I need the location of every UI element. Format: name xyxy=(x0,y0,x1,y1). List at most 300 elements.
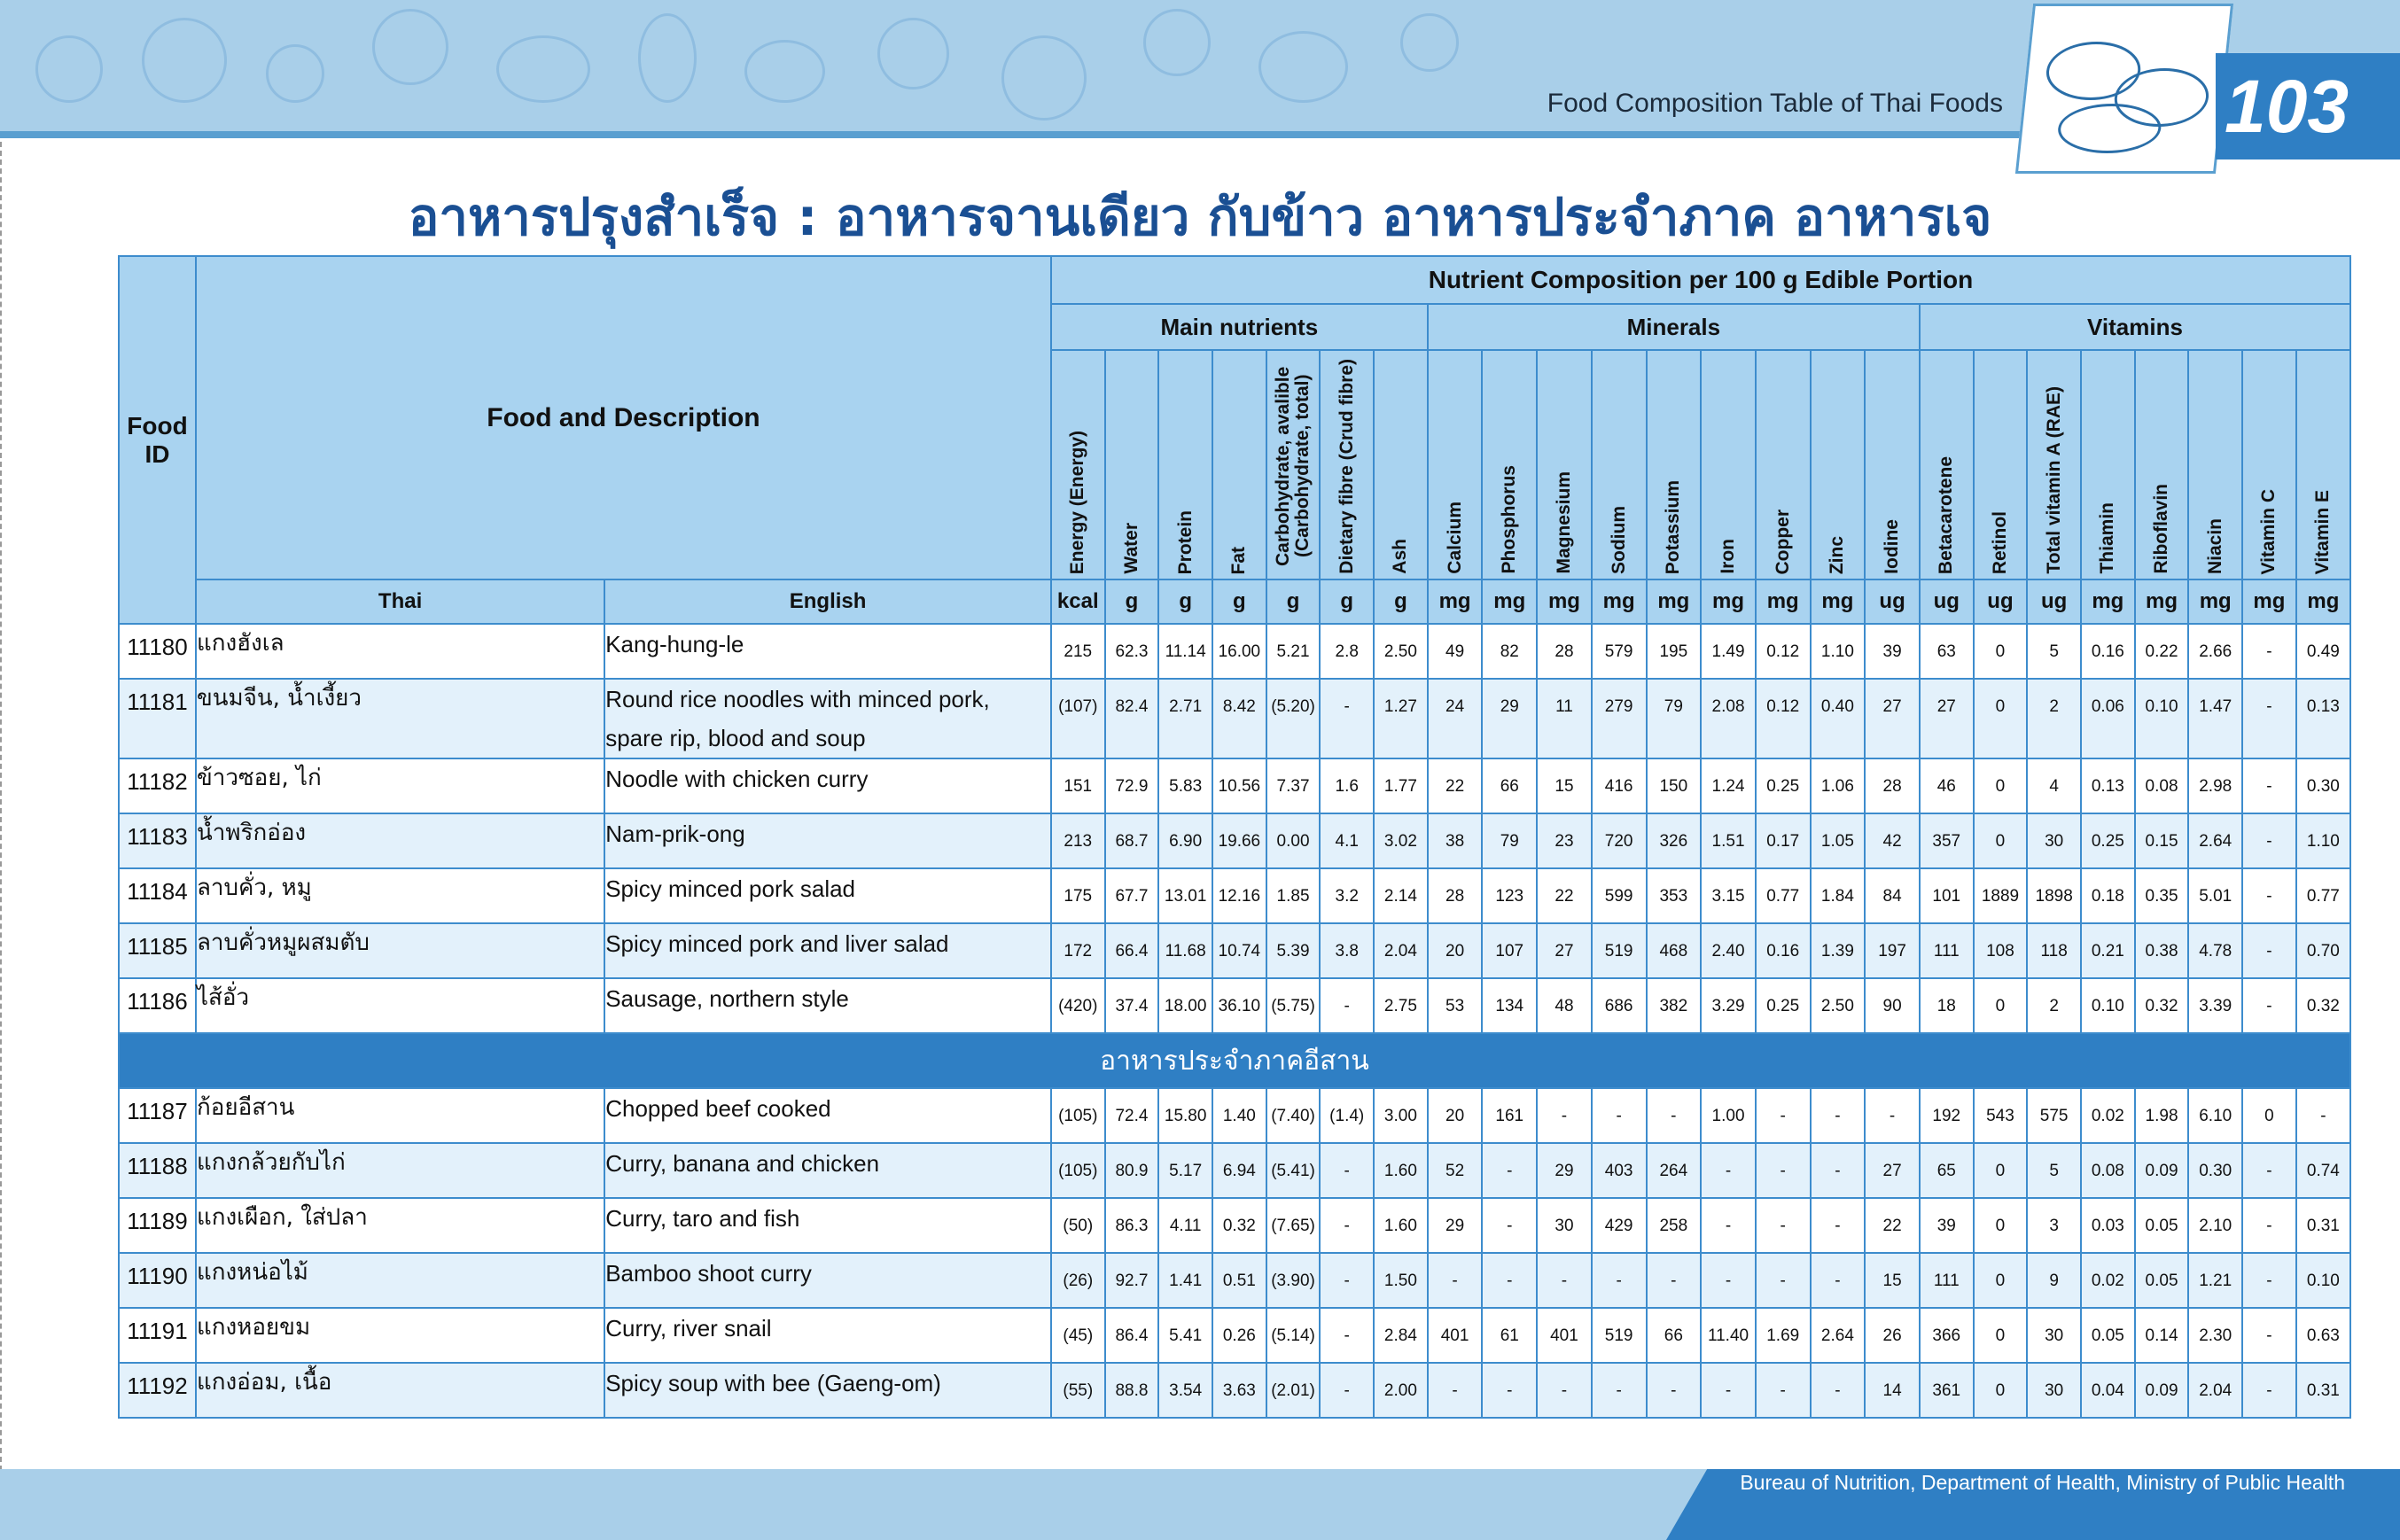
food-id-cell: 11183 xyxy=(119,813,196,868)
nutrient-value-cell: 599 xyxy=(1592,868,1647,923)
nutrient-value-cell: 353 xyxy=(1647,868,1702,923)
nutrient-value-cell: 18 xyxy=(1920,978,1974,1033)
nutrient-value-cell: 401 xyxy=(1428,1308,1483,1363)
nutrient-value-cell: 1.00 xyxy=(1701,1088,1756,1143)
thai-name-cell: แกงหอยขม xyxy=(196,1308,604,1363)
doodle-garlic-icon xyxy=(1143,9,1211,76)
nutrient-value-cell: 123 xyxy=(1482,868,1537,923)
nutrient-value-cell: 111 xyxy=(1920,923,1974,978)
nutrient-value-cell: 416 xyxy=(1592,758,1647,813)
nutrient-value-cell: 403 xyxy=(1592,1143,1647,1198)
nutrient-value-cell: - xyxy=(1865,1088,1920,1143)
nutrient-value-cell: 1.60 xyxy=(1374,1198,1428,1253)
nutrient-value-cell: 0.32 xyxy=(1212,1198,1266,1253)
english-name-cell: Spicy soup with bee (Gaeng-om) xyxy=(604,1363,1051,1418)
nutrient-value-cell: 46 xyxy=(1920,758,1974,813)
nutrient-value-cell: 22 xyxy=(1428,758,1483,813)
nutrient-value-cell: 66 xyxy=(1482,758,1537,813)
nutrient-value-cell: 150 xyxy=(1647,758,1702,813)
nutrient-value-cell: - xyxy=(1320,679,1374,758)
nutrient-value-cell: - xyxy=(1592,1088,1647,1143)
nutrient-value-cell: 366 xyxy=(1920,1308,1974,1363)
vitamins-header: Vitamins xyxy=(1920,304,2350,350)
nutrient-value-cell: 172 xyxy=(1051,923,1105,978)
nutrient-value-cell: 264 xyxy=(1647,1143,1702,1198)
nutrient-value-cell: 0.30 xyxy=(2296,758,2350,813)
nutrient-value-cell: 11.40 xyxy=(1701,1308,1756,1363)
food-id-cell: 11187 xyxy=(119,1088,196,1143)
nutrient-value-cell: 2 xyxy=(2027,679,2081,758)
nutrient-value-cell: (45) xyxy=(1051,1308,1105,1363)
thai-name-cell: แกงเผือก, ใส่ปลา xyxy=(196,1198,604,1253)
nutrient-value-cell: 39 xyxy=(1920,1198,1974,1253)
nutrient-value-cell: 2.50 xyxy=(1374,624,1428,679)
nutrient-header: Iron xyxy=(1701,350,1756,579)
nutrient-value-cell: 0.49 xyxy=(2296,624,2350,679)
nutrient-value-cell: 28 xyxy=(1865,758,1920,813)
nutrient-value-cell: 1898 xyxy=(2027,868,2081,923)
nutrient-value-cell: 5 xyxy=(2027,624,2081,679)
nutrient-value-cell: 13.01 xyxy=(1158,868,1212,923)
nutrient-value-cell: 82.4 xyxy=(1105,679,1159,758)
nutrient-value-cell: 38 xyxy=(1428,813,1483,868)
food-id-cell: 11184 xyxy=(119,868,196,923)
english-name-cell: Bamboo shoot curry xyxy=(604,1253,1051,1308)
unit-cell: mg xyxy=(1756,579,1811,624)
nutrient-value-cell: - xyxy=(2242,679,2296,758)
nutrient-value-cell: 0.17 xyxy=(1756,813,1811,868)
nutrient-value-cell: 92.7 xyxy=(1105,1253,1159,1308)
nutrient-value-cell: 2.75 xyxy=(1374,978,1428,1033)
nutrient-value-cell: 29 xyxy=(1537,1143,1592,1198)
nutrient-value-cell: 29 xyxy=(1428,1198,1483,1253)
unit-cell: mg xyxy=(1647,579,1702,624)
minerals-header: Minerals xyxy=(1428,304,1920,350)
nutrient-value-cell: 4.78 xyxy=(2188,923,2242,978)
unit-cell: g xyxy=(1266,579,1321,624)
nutrient-value-cell: 29 xyxy=(1482,679,1537,758)
table-row xyxy=(119,1088,2350,1143)
table-row xyxy=(119,1143,2350,1198)
nutrient-value-cell: 0.18 xyxy=(2081,868,2135,923)
nutrient-value-cell: 0.06 xyxy=(2081,679,2135,758)
table-row xyxy=(119,868,2350,923)
doodle-onion-icon xyxy=(1001,35,1087,121)
unit-cell: g xyxy=(1212,579,1266,624)
nutrient-value-cell: 0 xyxy=(1974,1363,2028,1418)
nutrient-value-cell: 3.15 xyxy=(1701,868,1756,923)
nutrient-value-cell: 0.31 xyxy=(2296,1198,2350,1253)
nutrient-value-cell: 5.01 xyxy=(2188,868,2242,923)
nutrient-value-cell: 0.08 xyxy=(2081,1143,2135,1198)
nutrient-value-cell: 84 xyxy=(1865,868,1920,923)
nutrient-value-cell: 0.10 xyxy=(2081,978,2135,1033)
nutrient-value-cell: 0.12 xyxy=(1756,679,1811,758)
nutrient-value-cell: 0.10 xyxy=(2296,1253,2350,1308)
nutrient-value-cell: - xyxy=(1537,1088,1592,1143)
unit-cell: mg xyxy=(2242,579,2296,624)
nutrient-value-cell: 0 xyxy=(2242,1088,2296,1143)
nutrient-value-cell: - xyxy=(1592,1363,1647,1418)
nutrient-value-cell: 0.00 xyxy=(1266,813,1321,868)
nutrient-value-cell: 0.30 xyxy=(2188,1143,2242,1198)
nutrient-value-cell: - xyxy=(2242,624,2296,679)
unit-cell: g xyxy=(1105,579,1159,624)
nutrient-value-cell: 6.90 xyxy=(1158,813,1212,868)
unit-cell: ug xyxy=(1974,579,2028,624)
nutrient-value-cell: 720 xyxy=(1592,813,1647,868)
nutrient-header: Fat xyxy=(1212,350,1266,579)
english-name-cell: Chopped beef cooked xyxy=(604,1088,1051,1143)
nutrient-value-cell: 20 xyxy=(1428,923,1483,978)
table-body xyxy=(119,624,2350,1418)
nutrient-value-cell: 62.3 xyxy=(1105,624,1159,679)
nutrient-value-cell: 30 xyxy=(2027,1308,2081,1363)
nutrient-value-cell: 0 xyxy=(1974,679,2028,758)
nutrient-value-cell: 101 xyxy=(1920,868,1974,923)
nutrient-value-cell: 2.84 xyxy=(1374,1308,1428,1363)
nutrient-value-cell: 3.2 xyxy=(1320,868,1374,923)
page-number: 103 xyxy=(2225,65,2349,148)
nutrient-value-cell: (7.40) xyxy=(1266,1088,1321,1143)
nutrient-value-cell: 2.14 xyxy=(1374,868,1428,923)
nutrient-value-cell: 90 xyxy=(1865,978,1920,1033)
nutrient-value-cell: 1889 xyxy=(1974,868,2028,923)
nutrient-value-cell: - xyxy=(1701,1198,1756,1253)
nutrient-value-cell: 24 xyxy=(1428,679,1483,758)
nutrient-value-cell: (3.90) xyxy=(1266,1253,1321,1308)
nutrient-header: Iodine xyxy=(1865,350,1920,579)
nutrient-value-cell: 28 xyxy=(1537,624,1592,679)
english-header: English xyxy=(604,579,1051,624)
nutrient-value-cell: 0.35 xyxy=(2135,868,2189,923)
english-name-cell: Spicy minced pork salad xyxy=(604,868,1051,923)
nutrient-value-cell: 18.00 xyxy=(1158,978,1212,1033)
nutrient-value-cell: 1.98 xyxy=(2135,1088,2189,1143)
nutrient-value-cell: 3.00 xyxy=(1374,1088,1428,1143)
table-row xyxy=(119,624,2350,679)
nutrient-value-cell: - xyxy=(1701,1253,1756,1308)
nutrient-value-cell: - xyxy=(1647,1088,1702,1143)
nutrient-value-cell: - xyxy=(1537,1253,1592,1308)
nutrient-value-cell: 1.47 xyxy=(2188,679,2242,758)
nutrient-value-cell: 195 xyxy=(1647,624,1702,679)
nutrient-header: Sodium xyxy=(1592,350,1647,579)
nutrient-header: Riboflavin xyxy=(2135,350,2189,579)
unit-cell: mg xyxy=(1428,579,1483,624)
nutrient-value-cell: 151 xyxy=(1051,758,1105,813)
nutrient-value-cell: - xyxy=(1428,1363,1483,1418)
nutrient-value-cell: 7.37 xyxy=(1266,758,1321,813)
nutrient-value-cell: 1.40 xyxy=(1212,1088,1266,1143)
nutrient-value-cell: 0.10 xyxy=(2135,679,2189,758)
english-name-cell: Nam-prik-ong xyxy=(604,813,1051,868)
nutrient-value-cell: 543 xyxy=(1974,1088,2028,1143)
nutrient-value-cell: - xyxy=(1756,1143,1811,1198)
nutrient-value-cell: - xyxy=(2242,758,2296,813)
unit-cell: ug xyxy=(1920,579,1974,624)
nutrient-header: Thiamin xyxy=(2081,350,2135,579)
nutrient-value-cell: 0.09 xyxy=(2135,1143,2189,1198)
nutrient-value-cell: 26 xyxy=(1865,1308,1920,1363)
nutrient-value-cell: - xyxy=(1647,1363,1702,1418)
nutrient-value-cell: 5 xyxy=(2027,1143,2081,1198)
english-name-cell: Kang-hung-le xyxy=(604,624,1051,679)
nutrient-value-cell: 30 xyxy=(1537,1198,1592,1253)
nutrient-value-cell: (55) xyxy=(1051,1363,1105,1418)
nutrient-value-cell: 0 xyxy=(1974,813,2028,868)
nutrient-value-cell: 0.14 xyxy=(2135,1308,2189,1363)
nutrient-value-cell: 82 xyxy=(1482,624,1537,679)
nutrient-value-cell: 3.8 xyxy=(1320,923,1374,978)
nutrient-value-cell: 0.09 xyxy=(2135,1363,2189,1418)
doodle-corn-icon xyxy=(744,40,825,103)
nutrient-value-cell: (105) xyxy=(1051,1143,1105,1198)
nutrient-header: Ash xyxy=(1374,350,1428,579)
nutrient-value-cell: 5.17 xyxy=(1158,1143,1212,1198)
english-name-cell: Curry, banana and chicken xyxy=(604,1143,1051,1198)
nutrient-value-cell: - xyxy=(1811,1143,1866,1198)
food-id-cell: 11180 xyxy=(119,624,196,679)
nutrient-value-cell: 0.38 xyxy=(2135,923,2189,978)
doodle-fruit-icon xyxy=(142,18,227,103)
nutrient-header: Retinol xyxy=(1974,350,2028,579)
nutrient-value-cell: (26) xyxy=(1051,1253,1105,1308)
nutrient-value-cell: 10.74 xyxy=(1212,923,1266,978)
nutrient-value-cell: (5.14) xyxy=(1266,1308,1321,1363)
nutrient-value-cell: 37.4 xyxy=(1105,978,1159,1033)
nutrient-value-cell: 5.41 xyxy=(1158,1308,1212,1363)
nutrient-value-cell: - xyxy=(1320,978,1374,1033)
unit-cell: mg xyxy=(1592,579,1647,624)
nutrient-value-cell: 2.30 xyxy=(2188,1308,2242,1363)
nutrient-value-cell: 1.41 xyxy=(1158,1253,1212,1308)
food-desc-header: Food and Description xyxy=(196,256,1051,579)
nutrient-value-cell: (50) xyxy=(1051,1198,1105,1253)
main-nutrients-header: Main nutrients xyxy=(1051,304,1428,350)
nutrient-value-cell: - xyxy=(1811,1088,1866,1143)
nutrient-value-cell: 2.50 xyxy=(1811,978,1866,1033)
nutrient-value-cell: 15 xyxy=(1865,1253,1920,1308)
nutrient-value-cell: - xyxy=(1537,1363,1592,1418)
nutrient-value-cell: 0.12 xyxy=(1756,624,1811,679)
nutrient-value-cell: 0.70 xyxy=(2296,923,2350,978)
nutrient-value-cell: 2.04 xyxy=(1374,923,1428,978)
nutrient-value-cell: 36.10 xyxy=(1212,978,1266,1033)
thai-name-cell: แกงกล้วยกับไก่ xyxy=(196,1143,604,1198)
nutrient-value-cell: 161 xyxy=(1482,1088,1537,1143)
margin-marks xyxy=(0,142,7,1471)
nutrient-value-cell: 258 xyxy=(1647,1198,1702,1253)
nutrient-value-cell: - xyxy=(1701,1363,1756,1418)
nutrient-value-cell: 30 xyxy=(2027,1363,2081,1418)
nutrient-value-cell: 4.11 xyxy=(1158,1198,1212,1253)
nutrient-value-cell: - xyxy=(2242,923,2296,978)
nutrient-value-cell: - xyxy=(1482,1363,1537,1418)
nutrient-value-cell: 5.39 xyxy=(1266,923,1321,978)
food-bowls-illustration xyxy=(2015,4,2233,174)
nutrient-value-cell: 12.16 xyxy=(1212,868,1266,923)
nutrient-value-cell: 23 xyxy=(1537,813,1592,868)
nutrient-value-cell: (7.65) xyxy=(1266,1198,1321,1253)
nutrient-value-cell: - xyxy=(2296,1088,2350,1143)
nutrient-value-cell: 0 xyxy=(1974,1198,2028,1253)
unit-cell: mg xyxy=(1537,579,1592,624)
food-id-cell: 11191 xyxy=(119,1308,196,1363)
nutrient-value-cell: 4 xyxy=(2027,758,2081,813)
doodle-vegetable-icon xyxy=(35,35,103,103)
english-name-cell: Curry, taro and fish xyxy=(604,1198,1051,1253)
table-row xyxy=(119,923,2350,978)
nutrient-value-cell: - xyxy=(1647,1253,1702,1308)
table-row xyxy=(119,1308,2350,1363)
nutrient-value-cell: 8.42 xyxy=(1212,679,1266,758)
nutrient-value-cell: 6.94 xyxy=(1212,1143,1266,1198)
english-name-cell: Round rice noodles with minced pork, spare rip, blood and soup xyxy=(604,679,1051,758)
nutrient-value-cell: (1.4) xyxy=(1320,1088,1374,1143)
thai-name-cell: แกงอ่อม, เนื้อ xyxy=(196,1363,604,1418)
table-row xyxy=(119,813,2350,868)
english-name-cell: Spicy minced pork and liver salad xyxy=(604,923,1051,978)
nutrient-header: Betacarotene xyxy=(1920,350,1974,579)
thai-name-cell: ก้อยอีสาน xyxy=(196,1088,604,1143)
nutrient-value-cell: 1.10 xyxy=(2296,813,2350,868)
nutrient-value-cell: 361 xyxy=(1920,1363,1974,1418)
nutrient-value-cell: 66 xyxy=(1647,1308,1702,1363)
nutrient-value-cell: 0.16 xyxy=(1756,923,1811,978)
nutrient-value-cell: 2.00 xyxy=(1374,1363,1428,1418)
nutrient-value-cell: 0.21 xyxy=(2081,923,2135,978)
nutrient-value-cell: 1.27 xyxy=(1374,679,1428,758)
nutrient-value-cell: 0 xyxy=(1974,1143,2028,1198)
nutrient-value-cell: 15.80 xyxy=(1158,1088,1212,1143)
unit-cell: mg xyxy=(1701,579,1756,624)
nutrient-header: Carbohydrate, avalible (Carbohydrate, total) xyxy=(1266,350,1321,579)
nutrient-composition-header: Nutrient Composition per 100 g Edible Portion xyxy=(1051,256,2350,304)
nutrient-value-cell: 2.71 xyxy=(1158,679,1212,758)
plate-icon xyxy=(2055,104,2163,153)
doodle-grape-icon xyxy=(372,9,448,85)
doodle-tomato-icon xyxy=(877,18,949,89)
nutrient-value-cell: - xyxy=(1756,1088,1811,1143)
nutrient-value-cell: 5.83 xyxy=(1158,758,1212,813)
unit-cell: kcal xyxy=(1051,579,1105,624)
nutrient-value-cell: 1.24 xyxy=(1701,758,1756,813)
nutrient-value-cell: 192 xyxy=(1920,1088,1974,1143)
nutrient-value-cell: 0.13 xyxy=(2296,679,2350,758)
thai-name-cell: ลาบคั่วหมูผสมตับ xyxy=(196,923,604,978)
table-row xyxy=(119,978,2350,1033)
nutrient-value-cell: 65 xyxy=(1920,1143,1974,1198)
nutrient-value-cell: 49 xyxy=(1428,624,1483,679)
nutrient-value-cell: 0.03 xyxy=(2081,1198,2135,1253)
food-id-cell: 11182 xyxy=(119,758,196,813)
nutrient-value-cell: 0.02 xyxy=(2081,1088,2135,1143)
nutrient-value-cell: (420) xyxy=(1051,978,1105,1033)
nutrient-value-cell: - xyxy=(2242,813,2296,868)
table-row xyxy=(119,1198,2350,1253)
doodle-leaf-icon xyxy=(1258,31,1348,103)
nutrient-value-cell: 1.6 xyxy=(1320,758,1374,813)
nutrient-value-cell: 1.60 xyxy=(1374,1143,1428,1198)
nutrient-header: Copper xyxy=(1756,350,1811,579)
nutrient-value-cell: 519 xyxy=(1592,1308,1647,1363)
nutrient-value-cell: 0.25 xyxy=(2081,813,2135,868)
thai-name-cell: แกงฮังเล xyxy=(196,624,604,679)
nutrient-value-cell: 0.15 xyxy=(2135,813,2189,868)
nutrient-value-cell: 197 xyxy=(1865,923,1920,978)
nutrient-value-cell: - xyxy=(1428,1253,1483,1308)
nutrient-value-cell: 111 xyxy=(1920,1253,1974,1308)
nutrient-value-cell: - xyxy=(2242,1143,2296,1198)
nutrient-value-cell: 429 xyxy=(1592,1198,1647,1253)
nutrient-value-cell: - xyxy=(1811,1363,1866,1418)
nutrient-value-cell: - xyxy=(1320,1198,1374,1253)
nutrient-value-cell: - xyxy=(1811,1253,1866,1308)
unit-cell: mg xyxy=(2188,579,2242,624)
doodle-apple-icon xyxy=(266,44,324,103)
nutrient-value-cell: 0.05 xyxy=(2135,1253,2189,1308)
header-row-units xyxy=(119,579,2350,624)
nutrient-value-cell: 22 xyxy=(1537,868,1592,923)
nutrient-header: Dietary fibre (Crud fibre) xyxy=(1320,350,1374,579)
nutrient-value-cell: 39 xyxy=(1865,624,1920,679)
footer-credit: Bureau of Nutrition, Department of Health, Ministry of Public Health xyxy=(1740,1471,2345,1494)
thai-header: Thai xyxy=(196,579,604,624)
nutrient-value-cell: 67.7 xyxy=(1105,868,1159,923)
nutrient-value-cell: 2 xyxy=(2027,978,2081,1033)
nutrient-value-cell: (107) xyxy=(1051,679,1105,758)
nutrient-value-cell: 1.77 xyxy=(1374,758,1428,813)
nutrient-value-cell: 28 xyxy=(1428,868,1483,923)
thai-name-cell: ลาบคั่ว, หมู xyxy=(196,868,604,923)
nutrient-value-cell: 0.08 xyxy=(2135,758,2189,813)
nutrient-value-cell: 519 xyxy=(1592,923,1647,978)
nutrient-value-cell: - xyxy=(1811,1198,1866,1253)
nutrient-value-cell: 1.51 xyxy=(1701,813,1756,868)
nutrient-value-cell: 1.85 xyxy=(1266,868,1321,923)
nutrient-value-cell: 2.98 xyxy=(2188,758,2242,813)
nutrient-value-cell: (2.01) xyxy=(1266,1363,1321,1418)
thai-name-cell: ไส้อั่ว xyxy=(196,978,604,1033)
nutrient-value-cell: 107 xyxy=(1482,923,1537,978)
nutrient-value-cell: 22 xyxy=(1865,1198,1920,1253)
nutrient-header: Water xyxy=(1105,350,1159,579)
nutrient-value-cell: 0 xyxy=(1974,758,2028,813)
nutrient-value-cell: 215 xyxy=(1051,624,1105,679)
nutrient-value-cell: - xyxy=(2242,1308,2296,1363)
nutrient-value-cell: 0.13 xyxy=(2081,758,2135,813)
page-title: อาหารปรุงสำเร็จ : อาหารจานเดียว กับข้าว อาหารประจำภาค อาหารเจ xyxy=(408,187,1992,247)
nutrient-header: Zinc xyxy=(1811,350,1866,579)
nutrient-value-cell: 79 xyxy=(1647,679,1702,758)
nutrient-value-cell: 6.10 xyxy=(2188,1088,2242,1143)
nutrient-value-cell: 0.51 xyxy=(1212,1253,1266,1308)
nutrient-value-cell: 401 xyxy=(1537,1308,1592,1363)
nutrient-value-cell: 0 xyxy=(1974,1253,2028,1308)
nutrient-value-cell: 1.10 xyxy=(1811,624,1866,679)
nutrient-value-cell: 0.26 xyxy=(1212,1308,1266,1363)
nutrient-value-cell: 53 xyxy=(1428,978,1483,1033)
nutrient-value-cell: 2.64 xyxy=(1811,1308,1866,1363)
nutrient-value-cell: 0.32 xyxy=(2135,978,2189,1033)
nutrient-header: Phosphorus xyxy=(1482,350,1537,579)
nutrient-value-cell: 0.77 xyxy=(1756,868,1811,923)
nutrient-value-cell: 61 xyxy=(1482,1308,1537,1363)
nutrient-value-cell: 579 xyxy=(1592,624,1647,679)
nutrient-value-cell: 118 xyxy=(2027,923,2081,978)
nutrient-value-cell: 2.04 xyxy=(2188,1363,2242,1418)
